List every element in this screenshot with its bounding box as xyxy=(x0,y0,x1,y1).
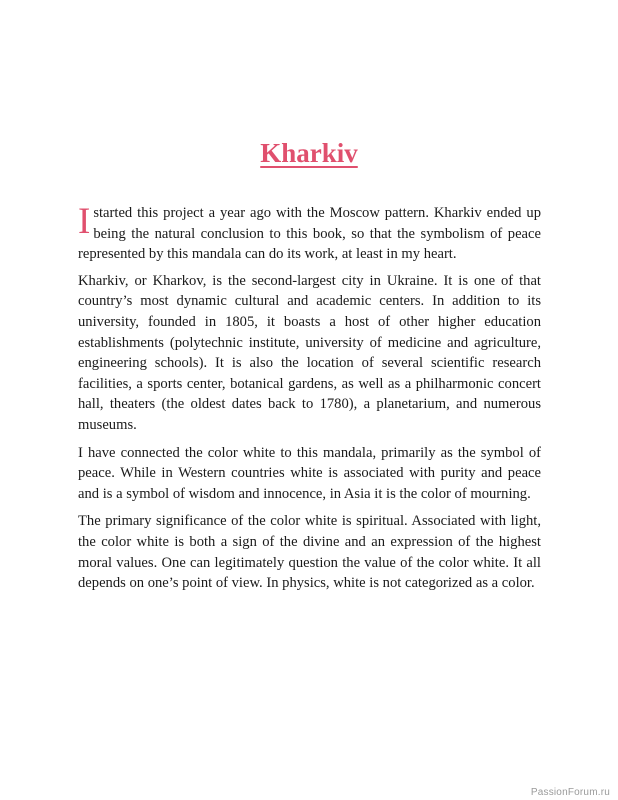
page-title: Kharkiv xyxy=(260,138,358,168)
paragraph-white-peace: I have connected the color white to this mandala, primarily as the symbol of peace. While in Western countries white is associated with purity and peace and is a symbol of wisdom and innocence, in Asia it is the color of mourning. xyxy=(78,444,541,502)
watermark: PassionForum.ru xyxy=(530,787,610,798)
body-text xyxy=(78,203,541,601)
paragraph-intro-text: started this project a year ago with the Moscow pattern. Kharkiv ended up being the natural conclusion to this book, so that the symbolism of peace represented by this mandala can do its work, at least in my heart. xyxy=(78,205,541,263)
paragraph-white-spiritual: The primary significance of the color white is spiritual. Associated with light, the color white is both a sign of the divine and an expression of the highest moral values. One can legitimately question the value of the color white. It all depends on one’s point of view. In physics, white is not categorized as a color. xyxy=(78,513,541,592)
drop-cap: I xyxy=(78,201,91,242)
paragraph-city: Kharkiv, or Kharkov, is the second-largest city in Ukraine. It is one of that country’s most dynamic cultural and academic centers. In addition to its university, founded in 1805, it boasts a host of other higher education establishments (polytechnic institute, university of medicine and agriculture, engineering schools). It is also the location of several scientific research facilities, a sports center, botanical gardens, as well as a philharmonic concert hall, theaters (the oldest dates back to 1780), a planetarium, and numerous museums. xyxy=(78,272,541,433)
paragraph-intro xyxy=(78,203,541,265)
